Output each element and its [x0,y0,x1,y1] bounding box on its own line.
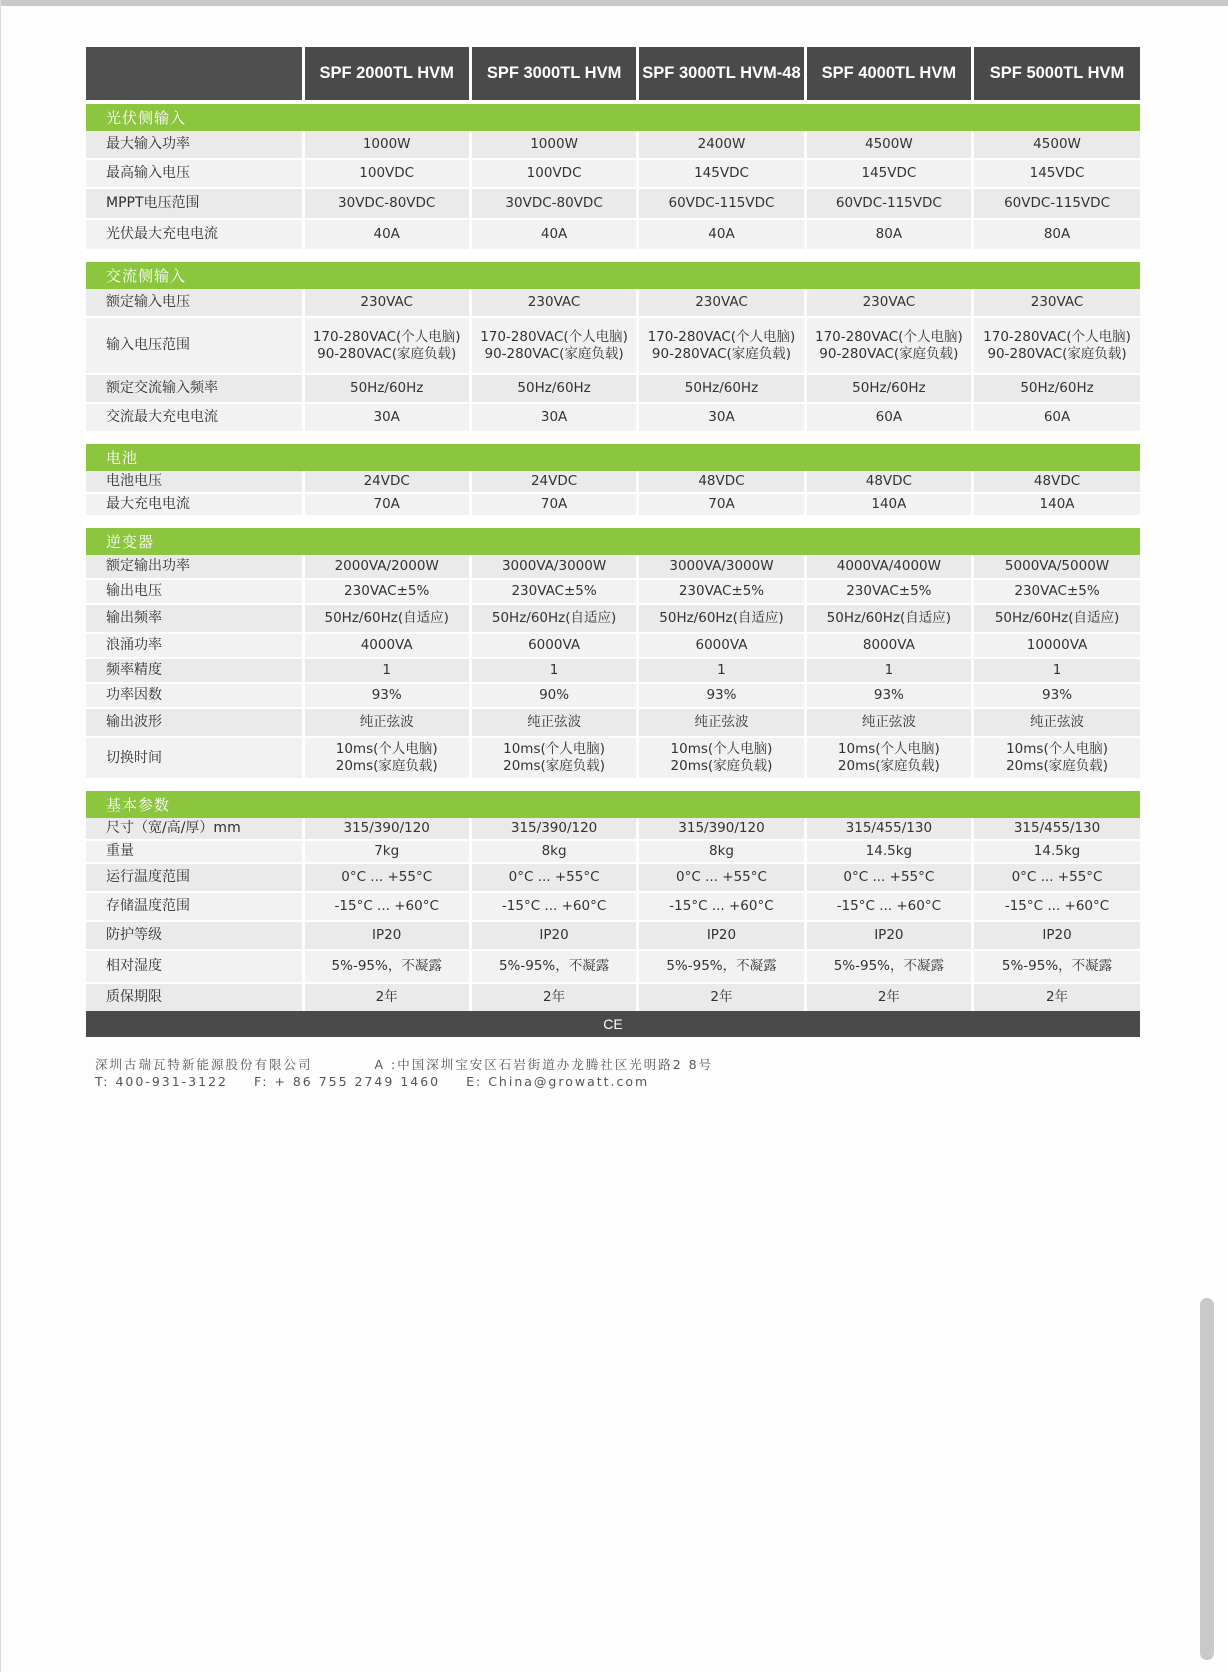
spec-value: 145VDC [973,159,1140,188]
spec-value: 8kg [638,840,805,863]
spec-value: IP20 [805,921,972,950]
spec-value: 50Hz/60Hz(自适应) [805,604,972,633]
spec-value: 48VDC [805,471,972,493]
spec-value: 30VDC-80VDC [470,188,637,219]
section-title: 基本参数 [86,791,1140,818]
spec-value: 2年 [973,983,1140,1012]
spec-value: 4500W [805,131,972,159]
spec-value: 50Hz/60Hz(自适应) [973,604,1140,633]
spec-value: 230VAC [805,289,972,317]
spec-value: 4000VA [303,633,470,658]
spec-label: 功率因数 [86,683,303,708]
spec-label: 频率精度 [86,658,303,683]
spec-row [86,555,1140,579]
spec-value: 30VDC-80VDC [303,188,470,219]
spec-value: 10ms(个人电脑) 20ms(家庭负载) [805,737,972,779]
spec-value: 6000VA [470,633,637,658]
section-title: 光伏侧输入 [86,104,1140,131]
spec-table [86,47,1140,1013]
spec-label: 额定输入电压 [86,289,303,317]
spec-value: 1000W [303,131,470,159]
spec-value: 1 [470,658,637,683]
header-corner [86,47,303,100]
spec-value: 230VAC±5% [638,579,805,604]
company-email: E: China@growatt.com [466,1074,650,1089]
spec-value: 0°C ... +55°C [470,863,637,892]
spec-label: 输出频率 [86,604,303,633]
spec-row [86,317,1140,374]
spec-value: 170-280VAC(个人电脑) 90-280VAC(家庭负载) [805,317,972,374]
spec-value: 8kg [470,840,637,863]
spec-label: 输入电压范围 [86,317,303,374]
spec-value: 60VDC-115VDC [805,188,972,219]
spec-label: 存储温度范围 [86,892,303,921]
spec-value: -15°C ... +60°C [973,892,1140,921]
spec-label: 交流最大充电电流 [86,403,303,432]
spec-row [86,579,1140,604]
spec-value: 4500W [973,131,1140,159]
spec-row [86,840,1140,863]
section-title: 交流侧输入 [86,262,1140,289]
spec-value: 5%-95%，不凝露 [973,950,1140,983]
spec-value: 40A [470,219,637,250]
spec-value: 8000VA [805,633,972,658]
spec-value: 纯正弦波 [303,708,470,737]
spec-value: 145VDC [638,159,805,188]
spec-value: 170-280VAC(个人电脑) 90-280VAC(家庭负载) [470,317,637,374]
spec-row [86,633,1140,658]
company-phone: T: 400-931-3122 [95,1074,228,1089]
spec-value: 315/390/120 [638,818,805,840]
spec-label: 最大充电电流 [86,493,303,516]
spec-value: 170-280VAC(个人电脑) 90-280VAC(家庭负载) [973,317,1140,374]
spec-row [86,374,1140,403]
spec-value: 纯正弦波 [973,708,1140,737]
spec-row [86,493,1140,516]
spec-value: -15°C ... +60°C [303,892,470,921]
spec-value: IP20 [973,921,1140,950]
spec-value: 3000VA/3000W [470,555,637,579]
model-header-row [86,47,1140,100]
spec-value: 0°C ... +55°C [973,863,1140,892]
spec-row [86,471,1140,493]
spec-row [86,737,1140,779]
spec-row [86,604,1140,633]
spec-row [86,950,1140,983]
scrollbar-thumb[interactable] [1200,1298,1214,1660]
spec-row [86,683,1140,708]
spec-value: 10ms(个人电脑) 20ms(家庭负载) [973,737,1140,779]
spec-value: 93% [638,683,805,708]
spec-value: -15°C ... +60°C [470,892,637,921]
spec-label: 浪涌功率 [86,633,303,658]
spec-value: IP20 [638,921,805,950]
spec-value: 60A [805,403,972,432]
spec-value: -15°C ... +60°C [805,892,972,921]
model-header: SPF 4000TL HVM [805,47,972,100]
spec-value: 230VAC±5% [470,579,637,604]
spec-value: 93% [303,683,470,708]
spec-value: IP20 [303,921,470,950]
spec-label: 额定输出功率 [86,555,303,579]
page-edge [0,0,1,1672]
spec-value: 40A [303,219,470,250]
spec-value: 50Hz/60Hz(自适应) [638,604,805,633]
section-gap-cell [86,779,1140,791]
spec-label: 光伏最大充电电流 [86,219,303,250]
spec-value: 24VDC [303,471,470,493]
spec-label: 尺寸（宽/高/厚）mm [86,818,303,840]
spec-value: 5000VA/5000W [973,555,1140,579]
spec-value: 170-280VAC(个人电脑) 90-280VAC(家庭负载) [638,317,805,374]
spec-value: 7kg [303,840,470,863]
spec-value: 14.5kg [973,840,1140,863]
spec-value: 50Hz/60Hz [638,374,805,403]
spec-value: 80A [973,219,1140,250]
spec-row [86,921,1140,950]
spec-value: 50Hz/60Hz(自适应) [470,604,637,633]
spec-row [86,708,1140,737]
spec-value: 5%-95%，不凝露 [638,950,805,983]
spec-value: 30A [303,403,470,432]
spec-row [86,188,1140,219]
spec-value: 0°C ... +55°C [638,863,805,892]
spec-value: 70A [638,493,805,516]
spec-value: 3000VA/3000W [638,555,805,579]
spec-value: 50Hz/60Hz(自适应) [303,604,470,633]
spec-value: 10ms(个人电脑) 20ms(家庭负载) [303,737,470,779]
spec-value: 315/455/130 [805,818,972,840]
spec-row [86,131,1140,159]
spec-value: 5%-95%，不凝露 [470,950,637,983]
spec-value: 140A [973,493,1140,516]
spec-value: 230VAC [638,289,805,317]
spec-value: 48VDC [638,471,805,493]
spec-value: 纯正弦波 [805,708,972,737]
section-header-row [86,444,1140,471]
spec-value: 50Hz/60Hz [470,374,637,403]
spec-row [86,159,1140,188]
spec-label: 切换时间 [86,737,303,779]
section-gap-cell [86,432,1140,444]
spec-value: 1 [805,658,972,683]
spec-value: 100VDC [303,159,470,188]
spec-value: 70A [303,493,470,516]
spec-value: -15°C ... +60°C [638,892,805,921]
spec-value: 60A [973,403,1140,432]
spec-value: 40A [638,219,805,250]
spec-value: 2年 [638,983,805,1012]
section-title: 逆变器 [86,528,1140,555]
spec-value: 230VAC [973,289,1140,317]
spec-row [86,983,1140,1012]
spec-value: 6000VA [638,633,805,658]
spec-value: IP20 [470,921,637,950]
spec-value: 170-280VAC(个人电脑) 90-280VAC(家庭负载) [303,317,470,374]
spec-value: 315/390/120 [470,818,637,840]
spec-value: 60VDC-115VDC [638,188,805,219]
spec-value: 230VAC±5% [805,579,972,604]
spec-label: MPPT电压范围 [86,188,303,219]
spec-value: 50Hz/60Hz [973,374,1140,403]
model-header: SPF 3000TL HVM [470,47,637,100]
spec-value: 230VAC±5% [973,579,1140,604]
section-gap [86,432,1140,444]
spec-label: 运行温度范围 [86,863,303,892]
spec-row [86,289,1140,317]
spec-value: 5%-95%，不凝露 [805,950,972,983]
spec-value: 2年 [805,983,972,1012]
spec-value: 50Hz/60Hz [303,374,470,403]
section-gap [86,516,1140,528]
spec-value: 1 [973,658,1140,683]
spec-value: 80A [805,219,972,250]
footer-line-1 [95,1055,713,1073]
spec-row [86,658,1140,683]
spec-value: 93% [805,683,972,708]
section-header-row [86,791,1140,818]
spec-value: 24VDC [470,471,637,493]
spec-value: 90% [470,683,637,708]
section-title: 电池 [86,444,1140,471]
model-header: SPF 3000TL HVM-48 [638,47,805,100]
spec-row [86,818,1140,840]
spec-label: 防护等级 [86,921,303,950]
spec-value: 30A [470,403,637,432]
spec-row [86,403,1140,432]
spec-value: 10000VA [973,633,1140,658]
company-fax: F: + 86 755 2749 1460 [253,1074,441,1089]
section-header-row [86,528,1140,555]
section-gap [86,250,1140,262]
spec-value: 10ms(个人电脑) 20ms(家庭负载) [470,737,637,779]
spec-row [86,863,1140,892]
spec-value: 230VAC [470,289,637,317]
spec-value: 1000W [470,131,637,159]
section-header-row [86,104,1140,131]
spec-value: 93% [973,683,1140,708]
spec-value: 10ms(个人电脑) 20ms(家庭负载) [638,737,805,779]
spec-value: 315/455/130 [973,818,1140,840]
spec-label: 重量 [86,840,303,863]
spec-label: 输出电压 [86,579,303,604]
spec-label: 质保期限 [86,983,303,1012]
spec-value: 14.5kg [805,840,972,863]
spec-value: 0°C ... +55°C [303,863,470,892]
spec-value: 0°C ... +55°C [805,863,972,892]
section-gap [86,779,1140,791]
section-gap-cell [86,516,1140,528]
spec-label: 最高输入电压 [86,159,303,188]
spec-value: 230VAC [303,289,470,317]
model-header: SPF 2000TL HVM [303,47,470,100]
spec-value: 5%-95%，不凝露 [303,950,470,983]
spec-value: 70A [470,493,637,516]
spec-value: 2年 [470,983,637,1012]
spec-row [86,892,1140,921]
spec-value: 48VDC [973,471,1140,493]
spec-value: 60VDC-115VDC [973,188,1140,219]
spec-value: 4000VA/4000W [805,555,972,579]
company-address: A :中国深圳宝安区石岩街道办龙腾社区光明路2 8号 [374,1057,714,1072]
spec-label: 额定交流输入频率 [86,374,303,403]
spec-value: 纯正弦波 [638,708,805,737]
spec-value: 1 [303,658,470,683]
model-header: SPF 5000TL HVM [973,47,1140,100]
certification-bar: CE [86,1011,1140,1037]
spec-value: 145VDC [805,159,972,188]
spec-row [86,219,1140,250]
section-header-row [86,262,1140,289]
spec-value: 140A [805,493,972,516]
spec-value: 2年 [303,983,470,1012]
section-gap-cell [86,250,1140,262]
spec-value: 2400W [638,131,805,159]
spec-value: 30A [638,403,805,432]
spec-label: 电池电压 [86,471,303,493]
spec-label: 相对湿度 [86,950,303,983]
top-border [0,0,1228,6]
spec-value: 纯正弦波 [470,708,637,737]
spec-value: 230VAC±5% [303,579,470,604]
company-name: 深圳古瑞瓦特新能源股份有限公司 [95,1057,313,1072]
spec-label: 输出波形 [86,708,303,737]
spec-label: 最大输入功率 [86,131,303,159]
spec-value: 2000VA/2000W [303,555,470,579]
spec-value: 100VDC [470,159,637,188]
footer-line-2 [95,1074,649,1089]
spec-value: 1 [638,658,805,683]
spec-value: 315/390/120 [303,818,470,840]
spec-value: 50Hz/60Hz [805,374,972,403]
